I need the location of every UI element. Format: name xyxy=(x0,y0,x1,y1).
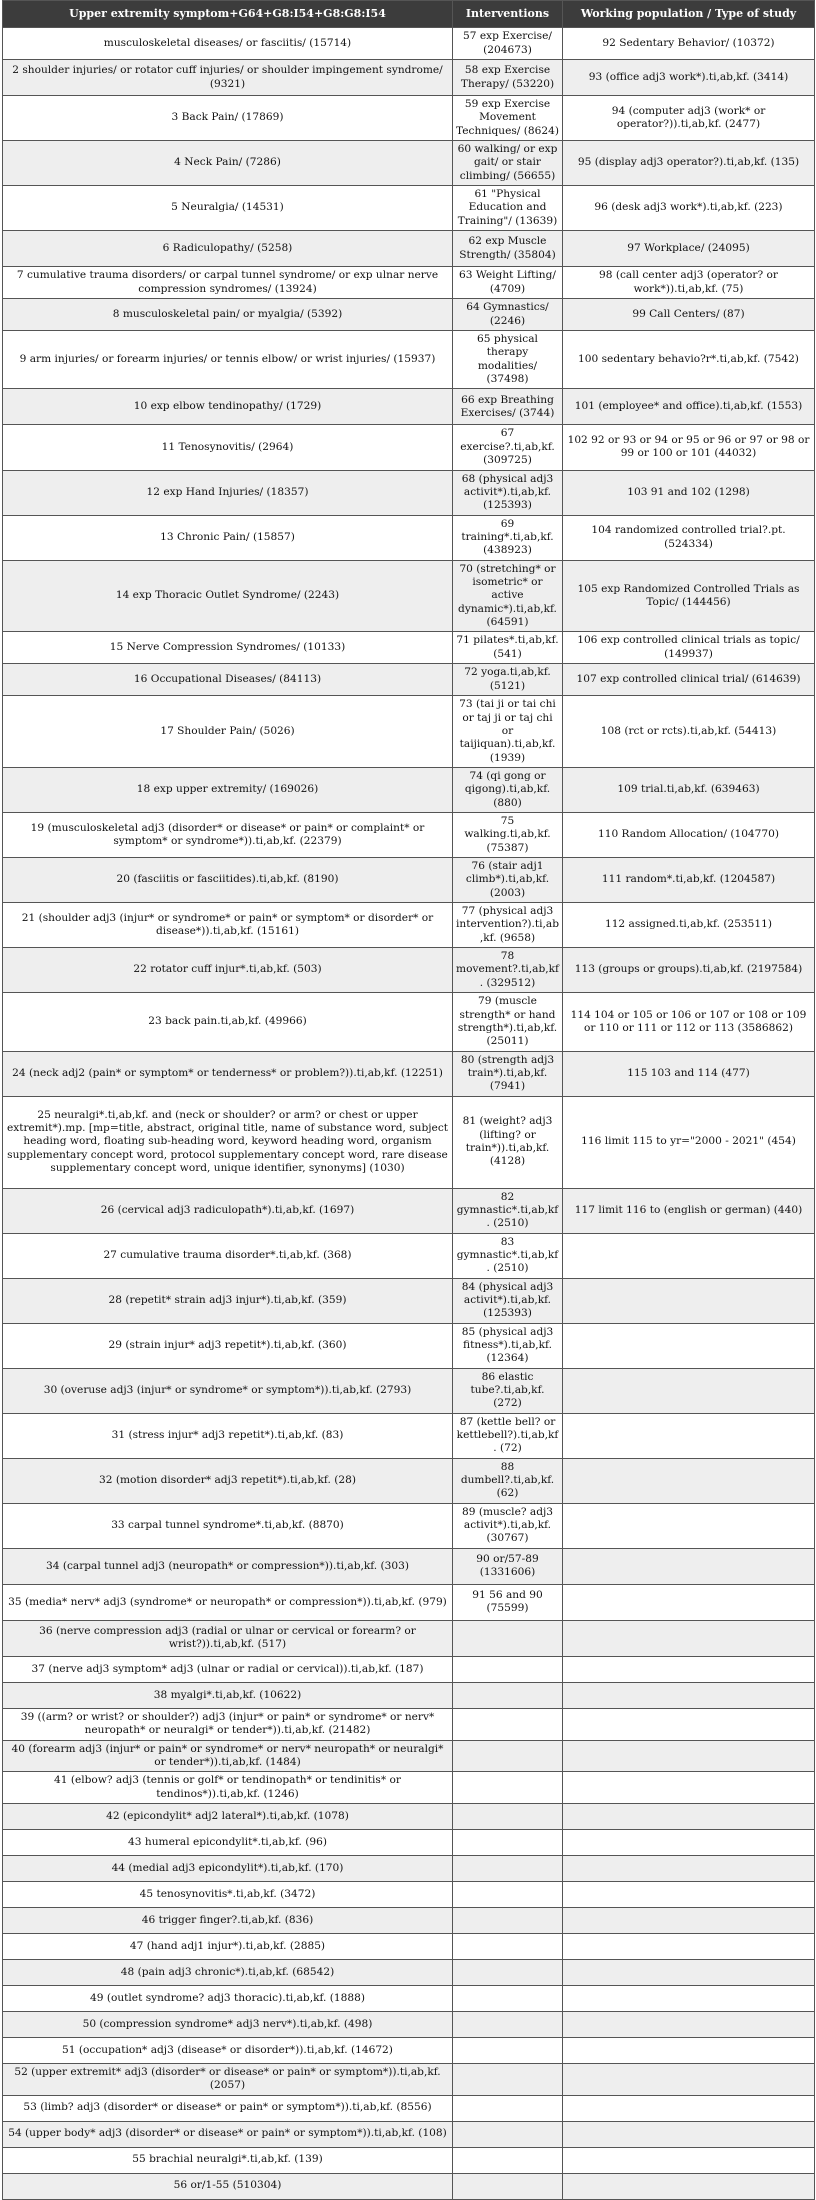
cell-intervention: 67 exercise?.ti,ab,kf. (309725) xyxy=(453,425,563,470)
cell-intervention xyxy=(453,1772,563,1804)
cell-working-population: 106 exp controlled clinical trials as topic/ (149937) xyxy=(563,632,815,664)
cell-working-population: 107 exp controlled clinical trial/ (614639) xyxy=(563,664,815,696)
cell-upper-extremity-symptom: 47 (hand adj1 injur*).ti,ab,kf. (2885) xyxy=(3,1933,453,1959)
cell-intervention: 80 (strength adj3 train*).ti,ab,kf. (7941) xyxy=(453,1051,563,1096)
header-row xyxy=(3,1,815,28)
cell-intervention xyxy=(453,1656,563,1682)
cell-upper-extremity-symptom: 24 (neck adj2 (pain* or symptom* or tenderness* or problem?)).ti,ab,kf. (12251) xyxy=(3,1051,453,1096)
search-strategy-table xyxy=(2,0,815,2200)
cell-upper-extremity-symptom: 15 Nerve Compression Syndromes/ (10133) xyxy=(3,632,453,664)
cell-upper-extremity-symptom: 49 (outlet syndrome? adj3 thoracic).ti,ab,kf. (1888) xyxy=(3,1985,453,2011)
cell-upper-extremity-symptom: 48 (pain adj3 chronic*).ti,ab,kf. (68542) xyxy=(3,1959,453,1985)
table-row xyxy=(3,60,815,96)
cell-intervention: 58 exp Exercise Therapy/ (53220) xyxy=(453,60,563,96)
cell-working-population: 116 limit 115 to yr="2000 - 2021" (454) xyxy=(563,1096,815,1188)
cell-intervention: 60 walking/ or exp gait/ or stair climbing/ (56655) xyxy=(453,141,563,186)
table-row xyxy=(3,1829,815,1855)
cell-upper-extremity-symptom: 28 (repetit* strain adj3 injur*).ti,ab,kf. (359) xyxy=(3,1278,453,1323)
table-row xyxy=(3,1620,815,1656)
cell-intervention xyxy=(453,1985,563,2011)
table-row xyxy=(3,1656,815,1682)
cell-upper-extremity-symptom: 6 Radiculopathy/ (5258) xyxy=(3,231,453,267)
cell-working-population: 99 Call Centers/ (87) xyxy=(563,299,815,331)
cell-working-population xyxy=(563,1708,815,1740)
cell-working-population xyxy=(563,2095,815,2121)
cell-working-population: 115 103 and 114 (477) xyxy=(563,1051,815,1096)
cell-intervention: 90 or/57-89 (1331606) xyxy=(453,1548,563,1584)
cell-intervention xyxy=(453,1959,563,1985)
cell-upper-extremity-symptom: 41 (elbow? adj3 (tennis or golf* or tendinopath* or tendinitis* or tendinos*)).ti,ab,kf. (1246) xyxy=(3,1772,453,1804)
table-header xyxy=(3,1,815,28)
cell-intervention: 69 training*.ti,ab,kf. (438923) xyxy=(453,515,563,560)
cell-working-population xyxy=(563,2147,815,2173)
cell-upper-extremity-symptom: 40 (forearm adj3 (injur* or pain* or syndrome* or nerv* neuropath* or neuralgi* or tender*)).ti,ab,kf. (1484) xyxy=(3,1740,453,1772)
cell-intervention: 84 (physical adj3 activit*).ti,ab,kf. (125393) xyxy=(453,1278,563,1323)
table-row xyxy=(3,993,815,1051)
cell-upper-extremity-symptom: 39 ((arm? or wrist? or shoulder?) adj3 (injur* or pain* or syndrome* or nerv* neuropath* or neuralgi* or tender*)).ti,ab,kf. (21482) xyxy=(3,1708,453,1740)
cell-intervention xyxy=(453,2147,563,2173)
cell-working-population: 92 Sedentary Behavior/ (10372) xyxy=(563,28,815,60)
table-row xyxy=(3,1772,815,1804)
table-row xyxy=(3,389,815,425)
cell-upper-extremity-symptom: 10 exp elbow tendinopathy/ (1729) xyxy=(3,389,453,425)
table-row xyxy=(3,696,815,768)
table-row xyxy=(3,1907,815,1933)
cell-intervention xyxy=(453,2063,563,2095)
cell-upper-extremity-symptom: 42 (epicondylit* adj2 lateral*).ti,ab,kf. (1078) xyxy=(3,1803,453,1829)
cell-working-population xyxy=(563,1829,815,1855)
table-row xyxy=(3,1096,815,1188)
table-row xyxy=(3,1881,815,1907)
cell-intervention: 73 (tai ji or tai chi or taj ji or taj chi or taijiquan).ti,ab,kf. (1939) xyxy=(453,696,563,768)
table-row xyxy=(3,1682,815,1708)
table-row xyxy=(3,2095,815,2121)
cell-working-population xyxy=(563,2121,815,2147)
table-row xyxy=(3,2173,815,2199)
cell-intervention xyxy=(453,1708,563,1740)
table-row xyxy=(3,1933,815,1959)
cell-upper-extremity-symptom: 50 (compression syndrome* adj3 nerv*).ti,ab,kf. (498) xyxy=(3,2011,453,2037)
table-row xyxy=(3,1188,815,1233)
cell-working-population xyxy=(563,1855,815,1881)
table-row xyxy=(3,425,815,470)
cell-intervention: 57 exp Exercise/ (204673) xyxy=(453,28,563,60)
cell-working-population xyxy=(563,1548,815,1584)
cell-intervention: 62 exp Muscle Strength/ (35804) xyxy=(453,231,563,267)
cell-working-population: 95 (display adj3 operator?).ti,ab,kf. (135) xyxy=(563,141,815,186)
cell-upper-extremity-symptom: 5 Neuralgia/ (14531) xyxy=(3,186,453,231)
cell-upper-extremity-symptom: 20 (fasciitis or fasciitides).ti,ab,kf. (8190) xyxy=(3,858,453,903)
cell-intervention: 64 Gymnastics/ (2246) xyxy=(453,299,563,331)
cell-intervention xyxy=(453,2121,563,2147)
cell-upper-extremity-symptom: 45 tenosynovitis*.ti,ab,kf. (3472) xyxy=(3,1881,453,1907)
table-row xyxy=(3,1458,815,1503)
cell-upper-extremity-symptom: 14 exp Thoracic Outlet Syndrome/ (2243) xyxy=(3,560,453,632)
table-row xyxy=(3,331,815,389)
table-row xyxy=(3,299,815,331)
cell-upper-extremity-symptom: 38 myalgi*.ti,ab,kf. (10622) xyxy=(3,1682,453,1708)
cell-upper-extremity-symptom: 52 (upper extremit* adj3 (disorder* or disease* or pain* or symptom*)).ti,ab,kf. (2057) xyxy=(3,2063,453,2095)
cell-working-population: 101 (employee* and office).ti,ab,kf. (1553) xyxy=(563,389,815,425)
table-row xyxy=(3,813,815,858)
cell-working-population: 102 92 or 93 or 94 or 95 or 96 or 97 or 98 or 99 or 100 or 101 (44032) xyxy=(563,425,815,470)
cell-upper-extremity-symptom: 36 (nerve compression adj3 (radial or ulnar or cervical or forearm? or wrist?)).ti,ab,kf. (517) xyxy=(3,1620,453,1656)
cell-intervention xyxy=(453,1881,563,1907)
cell-working-population xyxy=(563,1907,815,1933)
cell-intervention: 81 (weight? adj3 (lifting? or train*)).ti,ab,kf. (4128) xyxy=(453,1096,563,1188)
cell-working-population: 100 sedentary behavio?r*.ti,ab,kf. (7542) xyxy=(563,331,815,389)
cell-intervention: 91 56 and 90 (75599) xyxy=(453,1584,563,1620)
cell-intervention: 79 (muscle strength* or hand strength*).ti,ab,kf. (25011) xyxy=(453,993,563,1051)
cell-intervention: 74 (qi gong or qigong).ti,ab,kf. (880) xyxy=(453,768,563,813)
cell-upper-extremity-symptom: 33 carpal tunnel syndrome*.ti,ab,kf. (8870) xyxy=(3,1503,453,1548)
table-row xyxy=(3,903,815,948)
cell-working-population: 105 exp Randomized Controlled Trials as Topic/ (144456) xyxy=(563,560,815,632)
cell-working-population: 112 assigned.ti,ab,kf. (253511) xyxy=(563,903,815,948)
table-row xyxy=(3,948,815,993)
cell-intervention xyxy=(453,1620,563,1656)
cell-intervention: 89 (muscle? adj3 activit*).ti,ab,kf. (30767) xyxy=(453,1503,563,1548)
table-row xyxy=(3,2037,815,2063)
cell-working-population xyxy=(563,2011,815,2037)
cell-working-population xyxy=(563,2037,815,2063)
cell-intervention: 66 exp Breathing Exercises/ (3744) xyxy=(453,389,563,425)
table-row xyxy=(3,2011,815,2037)
table-row xyxy=(3,1708,815,1740)
cell-intervention: 77 (physical adj3 intervention?).ti,ab,kf. (9658) xyxy=(453,903,563,948)
table-row xyxy=(3,1855,815,1881)
cell-upper-extremity-symptom: 22 rotator cuff injur*.ti,ab,kf. (503) xyxy=(3,948,453,993)
cell-intervention: 75 walking.ti,ab,kf. (75387) xyxy=(453,813,563,858)
cell-working-population: 108 (rct or rcts).ti,ab,kf. (54413) xyxy=(563,696,815,768)
cell-upper-extremity-symptom: 23 back pain.ti,ab,kf. (49966) xyxy=(3,993,453,1051)
table-row xyxy=(3,515,815,560)
cell-upper-extremity-symptom: 21 (shoulder adj3 (injur* or syndrome* or pain* or symptom* or disorder* or disease*)).ti,ab,kf. (15161) xyxy=(3,903,453,948)
table-row xyxy=(3,186,815,231)
table-row xyxy=(3,632,815,664)
cell-working-population xyxy=(563,1368,815,1413)
cell-intervention: 70 (stretching* or isometric* or active dynamic*).ti,ab,kf. (64591) xyxy=(453,560,563,632)
cell-intervention xyxy=(453,1855,563,1881)
cell-upper-extremity-symptom: 25 neuralgi*.ti,ab,kf. and (neck or shoulder? or arm? or chest or upper extremit*).mp. [mp=title, abstract, original title, name of substance word, subject heading word, floating sub-heading word, keyword heading word, organism supplementary concept word, protocol supplementary concept word, rare disease supplementary concept word, unique identifier, synonyms] (1030) xyxy=(3,1096,453,1188)
cell-upper-extremity-symptom: 27 cumulative trauma disorder*.ti,ab,kf. (368) xyxy=(3,1233,453,1278)
cell-working-population xyxy=(563,1803,815,1829)
cell-intervention xyxy=(453,1829,563,1855)
table-row xyxy=(3,1323,815,1368)
cell-working-population: 114 104 or 105 or 106 or 107 or 108 or 109 or 110 or 111 or 112 or 113 (3586862) xyxy=(563,993,815,1051)
cell-intervention xyxy=(453,1907,563,1933)
cell-upper-extremity-symptom: 35 (media* nerv* adj3 (syndrome* or neuropath* or compression*)).ti,ab,kf. (979) xyxy=(3,1584,453,1620)
cell-working-population xyxy=(563,1933,815,1959)
cell-upper-extremity-symptom: 37 (nerve adj3 symptom* adj3 (ulnar or radial or cervical)).ti,ab,kf. (187) xyxy=(3,1656,453,1682)
cell-working-population: 97 Workplace/ (24095) xyxy=(563,231,815,267)
cell-intervention: 78 movement?.ti,ab,kf. (329512) xyxy=(453,948,563,993)
table-body xyxy=(3,28,815,2200)
table-row xyxy=(3,1233,815,1278)
cell-upper-extremity-symptom: 51 (occupation* adj3 (disease* or disorder*)).ti,ab,kf. (14672) xyxy=(3,2037,453,2063)
table-row xyxy=(3,28,815,60)
header-working-population: Working population / Type of study xyxy=(563,1,815,28)
cell-intervention: 63 Weight Lifting/ (4709) xyxy=(453,267,563,299)
cell-intervention: 83 gymnastic*.ti,ab,kf. (2510) xyxy=(453,1233,563,1278)
cell-upper-extremity-symptom: 55 brachial neuralgi*.ti,ab,kf. (139) xyxy=(3,2147,453,2173)
cell-intervention xyxy=(453,1933,563,1959)
table-row xyxy=(3,470,815,515)
cell-working-population xyxy=(563,2063,815,2095)
table-row xyxy=(3,858,815,903)
cell-upper-extremity-symptom: 54 (upper body* adj3 (disorder* or disease* or pain* or symptom*)).ti,ab,kf. (108) xyxy=(3,2121,453,2147)
cell-working-population xyxy=(563,1656,815,1682)
cell-working-population xyxy=(563,1959,815,1985)
cell-upper-extremity-symptom: 13 Chronic Pain/ (15857) xyxy=(3,515,453,560)
table-row xyxy=(3,231,815,267)
table-row xyxy=(3,1413,815,1458)
cell-working-population: 110 Random Allocation/ (104770) xyxy=(563,813,815,858)
table-row xyxy=(3,1503,815,1548)
cell-intervention xyxy=(453,1682,563,1708)
cell-upper-extremity-symptom: 31 (stress injur* adj3 repetit*).ti,ab,kf. (83) xyxy=(3,1413,453,1458)
cell-upper-extremity-symptom: 3 Back Pain/ (17869) xyxy=(3,96,453,141)
cell-intervention xyxy=(453,1803,563,1829)
cell-working-population: 104 randomized controlled trial?.pt. (524334) xyxy=(563,515,815,560)
table-row xyxy=(3,96,815,141)
cell-upper-extremity-symptom: 9 arm injuries/ or forearm injuries/ or tennis elbow/ or wrist injuries/ (15937) xyxy=(3,331,453,389)
cell-intervention: 82 gymnastic*.ti,ab,kf. (2510) xyxy=(453,1188,563,1233)
table-row xyxy=(3,560,815,632)
cell-working-population xyxy=(563,1323,815,1368)
cell-intervention: 87 (kettle bell? or kettlebell?).ti,ab,kf. (72) xyxy=(453,1413,563,1458)
cell-upper-extremity-symptom: 2 shoulder injuries/ or rotator cuff injuries/ or shoulder impingement syndrome/ (9321) xyxy=(3,60,453,96)
cell-upper-extremity-symptom: 4 Neck Pain/ (7286) xyxy=(3,141,453,186)
table-row xyxy=(3,1985,815,2011)
cell-working-population xyxy=(563,1503,815,1548)
cell-upper-extremity-symptom: 46 trigger finger?.ti,ab,kf. (836) xyxy=(3,1907,453,1933)
cell-intervention xyxy=(453,2037,563,2063)
cell-intervention: 86 elastic tube?.ti,ab,kf. (272) xyxy=(453,1368,563,1413)
cell-working-population xyxy=(563,1772,815,1804)
cell-working-population: 93 (office adj3 work*).ti,ab,kf. (3414) xyxy=(563,60,815,96)
cell-working-population: 103 91 and 102 (1298) xyxy=(563,470,815,515)
table-row xyxy=(3,1278,815,1323)
cell-upper-extremity-symptom: 53 (limb? adj3 (disorder* or disease* or pain* or symptom*)).ti,ab,kf. (8556) xyxy=(3,2095,453,2121)
table-row xyxy=(3,768,815,813)
cell-upper-extremity-symptom: 32 (motion disorder* adj3 repetit*).ti,ab,kf. (28) xyxy=(3,1458,453,1503)
cell-working-population: 111 random*.ti,ab,kf. (1204587) xyxy=(563,858,815,903)
cell-upper-extremity-symptom: 26 (cervical adj3 radiculopath*).ti,ab,kf. (1697) xyxy=(3,1188,453,1233)
cell-working-population xyxy=(563,2173,815,2199)
cell-upper-extremity-symptom: 56 or/1-55 (510304) xyxy=(3,2173,453,2199)
table-row xyxy=(3,1584,815,1620)
cell-working-population: 113 (groups or groups).ti,ab,kf. (2197584) xyxy=(563,948,815,993)
cell-intervention xyxy=(453,2173,563,2199)
table-row xyxy=(3,1051,815,1096)
cell-working-population: 96 (desk adj3 work*).ti,ab,kf. (223) xyxy=(563,186,815,231)
cell-intervention: 59 exp Exercise Movement Techniques/ (8624) xyxy=(453,96,563,141)
cell-working-population xyxy=(563,1413,815,1458)
cell-intervention xyxy=(453,2095,563,2121)
table-row xyxy=(3,2121,815,2147)
cell-working-population xyxy=(563,1584,815,1620)
table-row xyxy=(3,141,815,186)
cell-working-population xyxy=(563,1278,815,1323)
cell-intervention: 85 (physical adj3 fitness*).ti,ab,kf. (12364) xyxy=(453,1323,563,1368)
cell-upper-extremity-symptom: musculoskeletal diseases/ or fasciitis/ (15714) xyxy=(3,28,453,60)
cell-upper-extremity-symptom: 19 (musculoskeletal adj3 (disorder* or disease* or pain* or complaint* or symptom* or syndrome*)).ti,ab,kf. (22379) xyxy=(3,813,453,858)
cell-upper-extremity-symptom: 18 exp upper extremity/ (169026) xyxy=(3,768,453,813)
header-interventions: Interventions xyxy=(453,1,563,28)
cell-working-population xyxy=(563,1458,815,1503)
table-row xyxy=(3,2063,815,2095)
cell-intervention: 71 pilates*.ti,ab,kf. (541) xyxy=(453,632,563,664)
table-row xyxy=(3,664,815,696)
header-upper-extremity-symptom: Upper extremity symptom+G64+G8:I54+G8:G8:I54 xyxy=(3,1,453,28)
cell-upper-extremity-symptom: 7 cumulative trauma disorders/ or carpal tunnel syndrome/ or exp ulnar nerve compression syndromes/ (13924) xyxy=(3,267,453,299)
cell-working-population: 98 (call center adj3 (operator? or work*)).ti,ab,kf. (75) xyxy=(563,267,815,299)
cell-upper-extremity-symptom: 30 (overuse adj3 (injur* or syndrome* or symptom*)).ti,ab,kf. (2793) xyxy=(3,1368,453,1413)
cell-upper-extremity-symptom: 17 Shoulder Pain/ (5026) xyxy=(3,696,453,768)
cell-upper-extremity-symptom: 43 humeral epicondylit*.ti,ab,kf. (96) xyxy=(3,1829,453,1855)
table-row xyxy=(3,267,815,299)
cell-intervention xyxy=(453,2011,563,2037)
cell-upper-extremity-symptom: 44 (medial adj3 epicondylit*).ti,ab,kf. (170) xyxy=(3,1855,453,1881)
cell-upper-extremity-symptom: 34 (carpal tunnel adj3 (neuropath* or compression*)).ti,ab,kf. (303) xyxy=(3,1548,453,1584)
table-row xyxy=(3,1368,815,1413)
cell-working-population: 109 trial.ti,ab,kf. (639463) xyxy=(563,768,815,813)
cell-upper-extremity-symptom: 16 Occupational Diseases/ (84113) xyxy=(3,664,453,696)
cell-intervention: 68 (physical adj3 activit*).ti,ab,kf. (125393) xyxy=(453,470,563,515)
cell-intervention: 61 "Physical Education and Training"/ (13639) xyxy=(453,186,563,231)
table-row xyxy=(3,2147,815,2173)
cell-upper-extremity-symptom: 29 (strain injur* adj3 repetit*).ti,ab,kf. (360) xyxy=(3,1323,453,1368)
cell-upper-extremity-symptom: 11 Tenosynovitis/ (2964) xyxy=(3,425,453,470)
cell-intervention: 65 physical therapy modalities/ (37498) xyxy=(453,331,563,389)
table-row xyxy=(3,1548,815,1584)
cell-working-population xyxy=(563,1620,815,1656)
cell-working-population xyxy=(563,1985,815,2011)
cell-working-population: 117 limit 116 to (english or german) (440) xyxy=(563,1188,815,1233)
table-row xyxy=(3,1740,815,1772)
cell-intervention: 72 yoga.ti,ab,kf. (5121) xyxy=(453,664,563,696)
cell-working-population: 94 (computer adj3 (work* or operator?)).ti,ab,kf. (2477) xyxy=(563,96,815,141)
cell-working-population xyxy=(563,1740,815,1772)
cell-working-population xyxy=(563,1682,815,1708)
cell-working-population xyxy=(563,1881,815,1907)
cell-intervention: 88 dumbell?.ti,ab,kf. (62) xyxy=(453,1458,563,1503)
cell-working-population xyxy=(563,1233,815,1278)
table-row xyxy=(3,1959,815,1985)
cell-upper-extremity-symptom: 8 musculoskeletal pain/ or myalgia/ (5392) xyxy=(3,299,453,331)
cell-intervention: 76 (stair adj1 climb*).ti,ab,kf. (2003) xyxy=(453,858,563,903)
cell-intervention xyxy=(453,1740,563,1772)
cell-upper-extremity-symptom: 12 exp Hand Injuries/ (18357) xyxy=(3,470,453,515)
table-row xyxy=(3,1803,815,1829)
